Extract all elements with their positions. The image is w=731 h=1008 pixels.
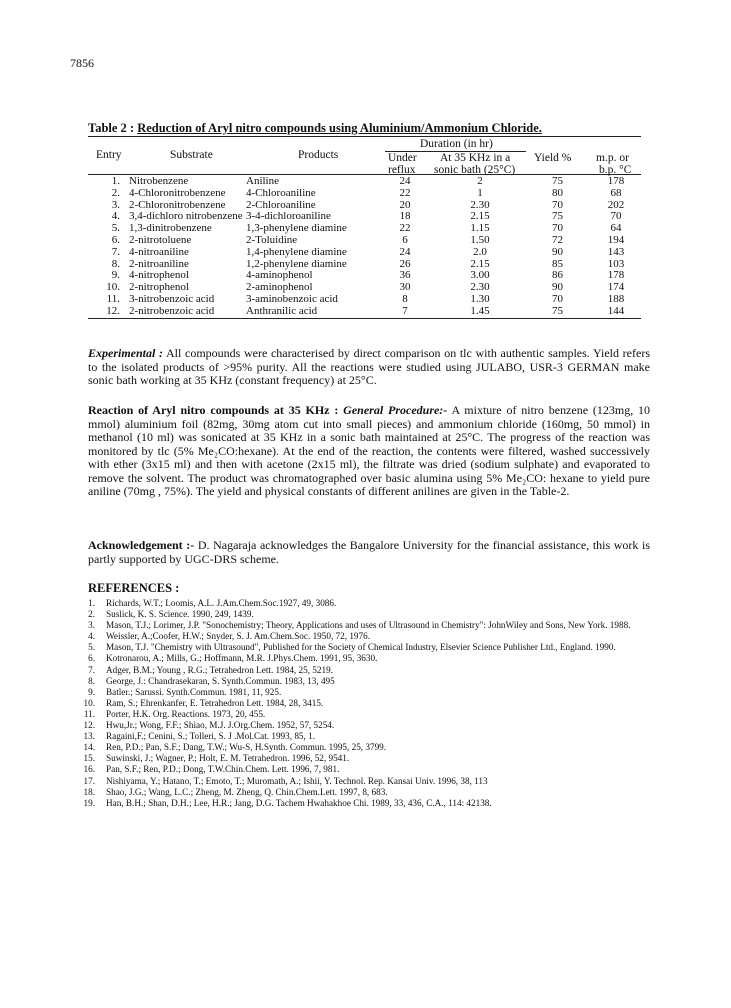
cell-sonic: 2.15 xyxy=(470,257,490,270)
references-heading: REFERENCES : xyxy=(88,581,180,595)
cell-product: 1,3-phenylene diamine xyxy=(246,222,347,235)
cell-substrate: 2-Chloronitrobenzene xyxy=(129,198,226,211)
cell-yield: 75 xyxy=(552,175,563,187)
cell-product: Anthranilic acid xyxy=(246,304,318,317)
cell-product: 2-Chloroaniline xyxy=(246,198,316,211)
reference-item xyxy=(76,787,666,798)
cell-mp: 68 xyxy=(610,186,622,199)
page-number: 7856 xyxy=(70,56,94,70)
header-sonic-1: At 35 KHz in a xyxy=(440,152,511,164)
cell-entry: 8. xyxy=(111,257,120,270)
procedure-text: A mixture of nitro benzene (123mg, 10 mmol) aluminium foil (82mg, 30mg atom cut into small pieces) and ammonium chloride (160mg, 50 mmol) in methanol (10 ml) was sonicated at 35 KHz in a sonic bath maintained at 25°C. The progress of the reaction was monitored by tlc (5% Me₂CO:hexane). At the end of the reaction, the contents were filtered, washed successively with ether (3x15 ml) and then with acetone (2x15 ml), the filtrate was dried (sodium sulphate) and evaporated to remove the solvent. The product was chromatographed over basic alumina using 5% Me₂CO: hexane to yield pure aniline (70mg , 75%). The yield and physical constants of different anilines are given in the Table-2. xyxy=(88,403,651,498)
cell-sonic: 2.30 xyxy=(470,198,490,211)
reference-text: Richards, W.T.; Loomis, A.L. J.Am.Chem.Soc.1927, 49, 3086. xyxy=(106,598,337,608)
cell-yield: 75 xyxy=(552,210,563,223)
references-list xyxy=(76,598,666,809)
reference-text: Kotronarou, A.; Mills, G.; Hoffmann, M.R. J.Phys.Chem. 1991, 95, 3630. xyxy=(106,653,378,664)
reference-number: 7. xyxy=(88,664,95,675)
table-row xyxy=(0,269,731,281)
reference-item xyxy=(76,665,666,676)
cell-sonic: 2 xyxy=(477,175,483,187)
cell-yield: 75 xyxy=(552,304,563,317)
table-row xyxy=(0,258,731,270)
reference-text: Weissler, A.;Coofer, H.W.; Snyder, S. J. Am.Chem.Soc. 1950, 72, 1976. xyxy=(106,631,370,642)
cell-substrate: 3-nitrobenzoic acid xyxy=(129,292,215,305)
cell-substrate: 2-nitrobenzoic acid xyxy=(129,304,215,317)
cell-substrate: Nitrobenzene xyxy=(129,175,189,187)
reference-item xyxy=(76,609,666,620)
cell-reflux: 24 xyxy=(399,175,411,187)
cell-entry: 4. xyxy=(111,210,120,223)
reference-number: 17. xyxy=(83,775,95,786)
reference-text: Han, B.H.; Shan, D.H.; Lee, H.R.; Jang, D.G. Tachem Hwahakhoe Chi. 1989, 33, 436, C.A., 114: 42138. xyxy=(106,797,492,808)
cell-yield: 90 xyxy=(552,245,563,258)
cell-mp: 188 xyxy=(607,292,625,305)
table-row xyxy=(0,234,731,246)
acknowledgement-heading: Acknowledgement :- xyxy=(88,538,195,552)
acknowledgement-paragraph xyxy=(88,539,650,566)
reference-item xyxy=(76,687,666,698)
reference-item xyxy=(76,764,666,775)
cell-mp: 202 xyxy=(607,198,625,211)
cell-mp: 174 xyxy=(607,281,625,294)
reference-number: 2. xyxy=(88,609,95,620)
procedure-subheading: General Procedure:- xyxy=(343,403,448,417)
cell-entry: 3. xyxy=(111,198,120,211)
cell-substrate: 3,4-dichloro nitrobenzene xyxy=(129,210,243,223)
table-top-rule xyxy=(88,136,641,137)
reference-text: Adger, B.M.; Young , R.G.; Tetrahedron Lett. 1984, 25, 5219. xyxy=(106,664,333,675)
header-substrate: Substrate xyxy=(170,149,213,161)
reference-number: 16. xyxy=(83,764,95,775)
reference-number: 12. xyxy=(83,720,95,731)
reference-text: Suwinski, J.; Wagner, P.; Holt, E. M. Tetrahedron. 1996, 52, 9541. xyxy=(106,753,350,764)
reference-number: 13. xyxy=(83,731,95,742)
cell-yield: 72 xyxy=(552,233,563,246)
table-row xyxy=(0,175,731,187)
table-row xyxy=(0,305,731,317)
reference-item xyxy=(76,753,666,764)
cell-reflux: 22 xyxy=(399,222,411,235)
cell-entry: 6. xyxy=(111,233,120,246)
cell-mp: 178 xyxy=(607,269,625,282)
table-row xyxy=(0,187,731,199)
cell-mp: 144 xyxy=(607,304,625,317)
reference-number: 15. xyxy=(83,753,95,764)
header-yield: Yield % xyxy=(534,152,572,164)
cell-yield: 86 xyxy=(552,269,563,282)
cell-reflux: 26 xyxy=(399,257,411,270)
table-row xyxy=(0,246,731,258)
cell-yield: 85 xyxy=(552,257,563,270)
reference-text: Suslick, K. S. Science. 1990, 249, 1439. xyxy=(106,609,254,620)
reference-text: Batler.; Sarussi. Synth.Commun. 1981, 11, 925. xyxy=(106,686,282,697)
cell-reflux: 8 xyxy=(402,292,408,305)
cell-entry: 10. xyxy=(106,281,120,294)
cell-substrate: 1,3-dinitrobenzene xyxy=(129,222,212,235)
reference-number: 18. xyxy=(83,786,95,797)
cell-reflux: 36 xyxy=(399,269,411,282)
reference-item xyxy=(76,653,666,664)
reference-item xyxy=(76,776,666,787)
reference-number: 10. xyxy=(83,697,95,708)
cell-yield: 70 xyxy=(552,198,563,211)
table-row xyxy=(0,222,731,234)
cell-reflux: 6 xyxy=(402,233,408,246)
cell-entry: 12. xyxy=(106,304,120,317)
cell-mp: 194 xyxy=(607,233,625,246)
cell-sonic: 1 xyxy=(477,186,483,199)
cell-sonic: 2.30 xyxy=(470,281,490,294)
table-title-prefix: Table 2 : xyxy=(88,121,138,135)
cell-sonic: 1.15 xyxy=(470,222,490,235)
cell-sonic: 1.50 xyxy=(470,233,490,246)
cell-reflux: 24 xyxy=(399,245,411,258)
procedure-paragraph xyxy=(88,404,650,499)
table-title-main: Reduction of Aryl nitro compounds using Aluminium/Ammonium Chloride. xyxy=(137,121,542,135)
cell-mp: 178 xyxy=(607,175,625,187)
header-duration: Duration (in hr) xyxy=(420,138,493,150)
experimental-heading: Experimental : xyxy=(88,346,163,360)
cell-product: 3-aminobenzoic acid xyxy=(246,292,338,305)
reference-item xyxy=(76,676,666,687)
reference-item xyxy=(76,742,666,753)
reference-item xyxy=(76,698,666,709)
cell-entry: 2. xyxy=(111,186,120,199)
cell-reflux: 7 xyxy=(402,304,408,317)
reference-text: Ragaini,F.; Cenini, S.; Tolleri, S. J .Mol.Cat. 1993, 85, 1. xyxy=(106,731,316,742)
reference-text: Shao, J.G.; Wang, L.C.; Zheng, M. Zheng, Q. Chin.Chem.Lett. 1997, 8, 683. xyxy=(106,786,388,797)
header-entry: Entry xyxy=(96,149,122,161)
reference-number: 6. xyxy=(88,653,95,664)
cell-yield: 70 xyxy=(552,292,563,305)
procedure-heading: Reaction of Aryl nitro compounds at 35 KHz : xyxy=(88,403,339,417)
cell-substrate: 4-nitroaniline xyxy=(129,245,189,258)
reference-item xyxy=(76,642,666,653)
table-body xyxy=(0,175,731,317)
cell-yield: 90 xyxy=(552,281,563,294)
reference-number: 8. xyxy=(88,675,95,686)
table-title xyxy=(88,121,542,136)
header-mp-1: m.p. or xyxy=(596,152,629,164)
acknowledgement-text: D. Nagaraja acknowledges the Bangalore University for the financial assistance, this work is partly supported by UGC-DRS scheme. xyxy=(88,538,650,566)
reference-number: 3. xyxy=(88,620,95,631)
reference-text: Porter, H.K. Org. Reactions. 1973, 20, 455. xyxy=(106,708,266,719)
cell-entry: 9. xyxy=(111,269,120,282)
reference-number: 14. xyxy=(83,742,95,753)
reference-number: 5. xyxy=(88,642,95,653)
header-mp-2: b.p. °C xyxy=(599,164,632,176)
cell-mp: 64 xyxy=(610,222,622,235)
table-bottom-rule xyxy=(88,318,641,319)
cell-product: Aniline xyxy=(246,175,279,187)
reference-item xyxy=(76,731,666,742)
cell-reflux: 22 xyxy=(399,186,411,199)
cell-mp: 143 xyxy=(607,245,625,258)
cell-substrate: 2-nitroaniline xyxy=(129,257,189,270)
reference-text: Ram, S.; Ehrenkanfer, E. Tetrahedron Lett. 1984, 28, 3415. xyxy=(106,697,324,708)
table-row xyxy=(0,281,731,293)
cell-yield: 80 xyxy=(552,186,563,199)
cell-product: 4-aminophenol xyxy=(246,269,313,282)
cell-substrate: 4-Chloronitrobenzene xyxy=(129,186,226,199)
reference-item xyxy=(76,620,666,631)
cell-entry: 11. xyxy=(106,292,120,305)
table-row xyxy=(0,293,731,305)
cell-mp: 70 xyxy=(610,210,622,223)
reference-item xyxy=(76,598,666,609)
experimental-text: All compounds were characterised by direct comparison on tlc with authentic samples. Yield refers to the isolated products of >95% purity. All the reactions were studied using JULABO, USR-3 GERMAN make sonic bath working at 35 KHz (constant frequency) at 25°C. xyxy=(88,346,650,387)
reference-number: 11. xyxy=(83,708,95,719)
reference-text: Mason, T.J. "Chemistry with Ultrasound", Published for the Society of Chemical Industry, Elsevier Science Publisher Ltd., England. 1990. xyxy=(106,642,616,653)
cell-reflux: 20 xyxy=(399,198,411,211)
cell-sonic: 2.15 xyxy=(470,210,490,223)
reference-text: Pan, S.F.; Ren, P.D.; Dong, T.W.Chin.Chem. Lett. 1996, 7, 981. xyxy=(106,764,340,775)
reference-text: George, J.: Chandrasekaran, S. Synth.Commun. 1983, 13, 495 xyxy=(106,675,335,686)
cell-entry: 7. xyxy=(111,245,120,258)
reference-text: Hwu,Jr.; Wong, F.F.; Shiao, M.J. J.Org.Chem. 1952, 57, 5254. xyxy=(106,720,335,731)
reference-text: Ren, P.D.; Pan, S.F.; Dang, T.W.; Wu-S, H.Synth. Commun. 1995, 25, 3799. xyxy=(106,742,387,753)
reference-text: Mason, T.J.; Lorimer, J.P. "Sonochemistry; Theory, Applications and uses of Ultrasound in Chemistry": JohnWiley and Sons, New York. 1988. xyxy=(106,620,631,631)
reference-item xyxy=(76,709,666,720)
experimental-paragraph xyxy=(88,347,650,388)
reference-item xyxy=(76,798,666,809)
cell-entry: 1. xyxy=(111,175,120,187)
cell-substrate: 2-nitrophenol xyxy=(129,281,189,294)
reference-number: 4. xyxy=(88,631,95,642)
cell-reflux: 30 xyxy=(399,281,411,294)
cell-substrate: 2-nitrotoluene xyxy=(129,233,192,246)
cell-substrate: 4-nitrophenol xyxy=(129,269,189,282)
table-row xyxy=(0,210,731,222)
cell-product: 4-Chloroaniline xyxy=(246,186,316,199)
cell-product: 1,4-phenylene diamine xyxy=(246,245,347,258)
reference-item xyxy=(76,720,666,731)
header-products: Products xyxy=(298,149,339,161)
cell-sonic: 1.45 xyxy=(470,304,490,317)
header-under: Under xyxy=(388,152,417,164)
cell-product: 2-Toluidine xyxy=(246,233,298,246)
reference-number: 9. xyxy=(88,686,95,697)
header-reflux: reflux xyxy=(388,164,416,176)
cell-reflux: 18 xyxy=(399,210,411,223)
table-row xyxy=(0,199,731,211)
cell-product: 2-aminophenol xyxy=(246,281,313,294)
reference-number: 1. xyxy=(88,598,95,608)
cell-entry: 5. xyxy=(111,222,120,235)
cell-product: 3-4-dichloroaniline xyxy=(246,210,331,223)
cell-yield: 70 xyxy=(552,222,563,235)
reference-text: Nishiyama, Y.; Hatano, T.; Emoto, T.; Muromath, A.; Ishii, Y. Technol. Rep. Kansai Univ. 1996, 38, 113 xyxy=(106,775,488,786)
cell-sonic: 1.30 xyxy=(470,292,490,305)
cell-mp: 103 xyxy=(607,257,625,270)
cell-product: 1,2-phenylene diamine xyxy=(246,257,347,270)
reference-item xyxy=(76,631,666,642)
cell-sonic: 2.0 xyxy=(473,245,487,258)
header-sonic-2: sonic bath (25°C) xyxy=(434,164,516,176)
cell-sonic: 3.00 xyxy=(470,269,490,282)
reference-number: 19. xyxy=(83,797,95,808)
